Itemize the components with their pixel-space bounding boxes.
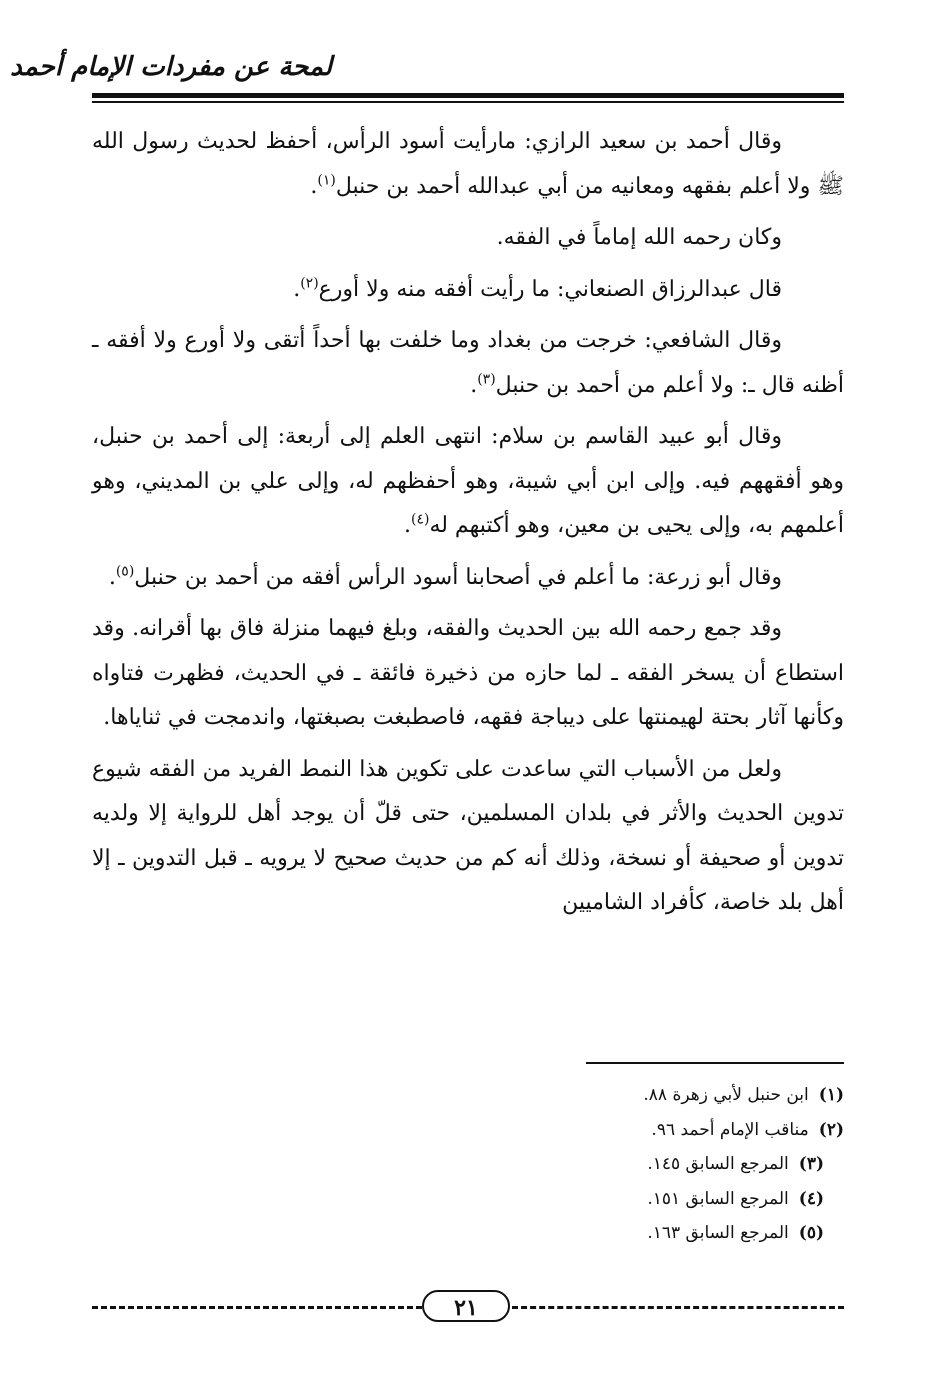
paragraph-4-text: وقال الشافعي: خرجت من بغداد وما خلفت بها أحداً أتقى ولا أورع ولا أفقه ـ أظنه قال ـ: ولا أعلم من أحمد بن حنبل [92,328,844,398]
footnote-number: (٣) [798,1154,824,1174]
footnote-text: المرجع السابق ١٤٥. [647,1154,789,1174]
header-rule-thin [92,101,844,103]
paragraph-5: وقال أبو عبيد القاسم بن سلام: انتهى العلم إلى أربعة: إلى أحمد بن حنبل، وهو أفقههم فيه. وإلى ابن أبي شيبة، وهو أحفظهم له، وإلى علي بن المديني، وهو أعلمهم به، وإلى يحيى بن معين، وهو أكتبهم له$^{(٤)}$. [92,424,844,538]
running-header-title: لمحة عن مفردات الإمام أحمد [10,52,332,82]
footnote-3 [440,1147,844,1182]
footnote-ref-1: (١) [317,172,336,189]
footnote-text: مناقب الإمام أحمد ٩٦. [651,1119,809,1140]
page-footer [92,1290,844,1326]
paragraph-2 [92,216,844,261]
paragraph-8-text: ولعل من الأسباب التي ساعدت على تكوين هذا النمط الفريد من الفقه شيوع تدوين الحديث والأثر في بلدان المسلمين، حتى قلّ أن يوجد أهل للرواية إلا ولديه تدوين أو صحيفة أو نسخة، وذلك أنه كم من حديث صحيح لا يرويه ـ قبل التدوين ـ إلا أهل بلد خاصة، كأفراد الشاميين [92,756,844,915]
paragraph-7-text: وقد جمع رحمه الله بين الحديث والفقه، وبلغ فيهما منزلة فاق بها أقرانه. وقد استطاع أن يسخر الفقه ـ لما حازه من ذخيرة فائقة ـ في الحديث، فظهرت فتاواه وكأنها آثار بحتة لهيمنتها على ديباجة فقهه، فاصطبغت بصبغتها، واندمجت في ثناياها. [92,616,844,730]
paragraph-3: قال عبدالرزاق الصنعاني: ما رأيت أفقه منه ولا أورع$^{(٢)}$. [293,275,782,302]
paragraph-6: وقال أبو زرعة: ما أعلم في أصحابنا أسود الرأس أفقه من أحمد بن حنبل$^{(٥)}$. [108,563,782,590]
footnote-number: (٤) [798,1188,824,1209]
footnote-text: المرجع السابق ١٦٣. [647,1223,789,1243]
footnote-separator [586,1062,844,1064]
footnote-1 [440,1078,844,1113]
footer-dashed-rule-right [512,1306,844,1309]
paragraph-8 [92,748,844,926]
footnote-ref-5: (٥) [115,563,135,580]
footnote-4 [440,1182,844,1217]
header-rule-thick [92,93,844,98]
page-number: ٢١ [422,1290,510,1322]
footnote-text: المرجع السابق ١٥١. [647,1188,789,1209]
paragraph-1: وقال أحمد بن سعيد الرازي: مارأيت أسود الرأس، أحفظ لحديث رسول الله ﷺ ولا أعلم بفقهه ومعانيه من أبي عبدالله أحمد بن حنبل$^{(١)}$. [92,129,844,199]
footnote-number: (٢) [818,1119,844,1140]
footnote-ref-4: (٤) [410,511,430,528]
paragraph-7 [92,607,844,741]
footnote-number: (٥) [798,1223,824,1243]
footnote-ref-2: (٢) [300,275,319,292]
paragraph-4: وقال الشافعي: خرجت من بغداد وما خلفت بها أحداً أتقى ولا أورع ولا أفقه ـ أظنه قال ـ: ولا أعلم من أحمد بن حنبل$^{(٣)}$. [92,328,844,398]
paragraph-5-text: وقال أبو عبيد القاسم بن سلام: انتهى العلم إلى أربعة: إلى أحمد بن حنبل، وهو أفقههم فيه. وإلى ابن أبي شيبة، وهو أحفظهم له، وإلى علي بن المديني، وهو أعلمهم به، وإلى يحيى بن معين، وهو أكتبهم له [92,424,844,538]
footnote-number: (١) [818,1085,844,1105]
body-text [92,120,844,933]
paragraph-2-text: وكان رحمه الله إماماً في الفقه. [496,225,782,250]
footnote-2 [440,1113,844,1148]
footnote-5 [440,1216,844,1251]
footnote-text: ابن حنبل لأبي زهرة ٨٨. [643,1085,809,1105]
paragraph-6-text: وقال أبو زرعة: ما أعلم في أصحابنا أسود الرأس أفقه من أحمد بن حنبل [134,564,782,590]
footnote-ref-3: (٣) [477,371,496,388]
paragraph-1-text: وقال أحمد بن سعيد الرازي: مارأيت أسود الرأس، أحفظ لحديث رسول الله ﷺ ولا أعلم بفقهه ومعانيه من أبي عبدالله أحمد بن حنبل [92,129,844,199]
paragraph-3-text: قال عبدالرزاق الصنعاني: ما رأيت أفقه منه ولا أورع [318,276,782,302]
footnotes [440,1078,844,1251]
footer-dashed-rule-left [92,1306,422,1309]
